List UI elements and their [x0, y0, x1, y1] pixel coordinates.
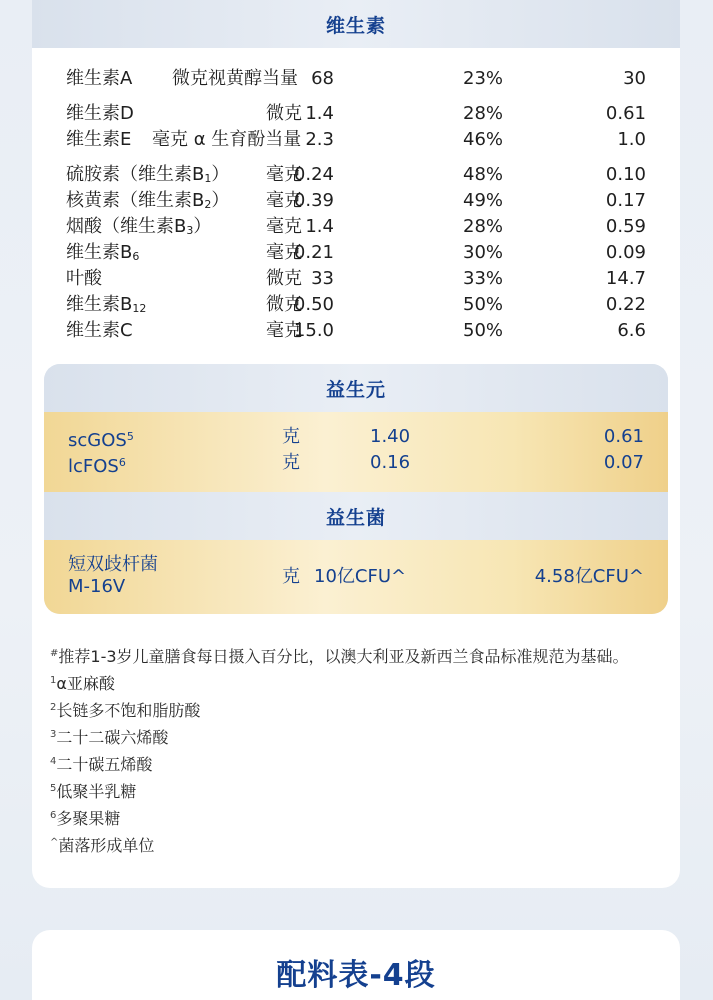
nutrient-unit: 微克	[266, 268, 302, 289]
prebiotics-header: 益生元	[44, 364, 668, 412]
nutrient-value-per-100: 0.09	[605, 242, 646, 263]
vitamin-row	[66, 127, 646, 153]
prebiotic-name: lcFOS$^6$	[68, 456, 126, 477]
probiotic-value: 10亿CFU^	[314, 566, 407, 587]
nutrient-value: 0.50	[293, 294, 334, 315]
vitamin-row	[66, 240, 646, 266]
vitamins-header: 维生素	[32, 0, 680, 48]
footnote: $^4$二十碳五烯酸	[50, 755, 153, 774]
prebiotic-name: scGOS$^5$	[68, 430, 134, 451]
nutrient-percent: 48%	[463, 164, 504, 185]
nutrient-percent: 28%	[463, 103, 504, 124]
nutrient-percent: 33%	[463, 268, 504, 289]
nutrient-name: 维生素C	[66, 320, 133, 341]
probiotic-unit: 克	[282, 566, 300, 587]
nutrient-value-per-100: 0.59	[605, 216, 646, 237]
nutrient-name: 叶酸	[66, 268, 102, 289]
nutrient-name: 核黄素（维生素B2）	[66, 190, 230, 211]
pre-probiotic-panel	[44, 364, 668, 614]
nutrient-value-per-100: 0.17	[605, 190, 646, 211]
footnote: #推荐1-3岁儿童膳食每日摄入百分比，以澳大利亚及新西兰食品标准规范为基础。	[50, 647, 629, 666]
nutrient-value: 2.3	[305, 129, 334, 150]
probiotics-rows	[44, 540, 668, 614]
nutrient-name: 硫胺素（维生素B1）	[66, 164, 230, 185]
nutrient-percent: 23%	[463, 68, 504, 89]
nutrient-value-per-100: 1.0	[617, 129, 646, 150]
nutrient-name: 维生素A	[66, 68, 133, 89]
prebiotics-rows	[44, 412, 668, 492]
nutrient-percent: 49%	[463, 190, 504, 211]
nutrient-name: 维生素B12	[66, 294, 147, 315]
nutrient-value: 0.39	[293, 190, 334, 211]
ingredients-card	[32, 930, 680, 1000]
footnote: $^6$多聚果糖	[50, 809, 121, 828]
nutrient-unit: 微克	[266, 103, 302, 124]
prebiotic-value-per-100: 0.07	[603, 452, 644, 473]
prebiotic-row	[68, 424, 644, 450]
footnotes	[50, 640, 629, 856]
probiotics-header: 益生菌	[44, 492, 668, 540]
vitamin-row	[66, 318, 646, 344]
footnote: $^1$α亚麻酸	[50, 674, 115, 693]
nutrient-unit: 毫克	[266, 242, 302, 263]
nutrient-value: 0.24	[293, 164, 334, 185]
nutrient-value: 33	[311, 268, 334, 289]
nutrient-name: 维生素B6	[66, 242, 140, 263]
prebiotic-value-per-100: 0.61	[603, 426, 644, 447]
nutrient-unit: 微克	[266, 294, 302, 315]
nutrient-percent: 50%	[463, 320, 504, 341]
ingredients-title: 配料表-4段	[276, 958, 436, 993]
prebiotic-value: 1.40	[370, 426, 411, 447]
nutrient-name: 烟酸（维生素B3）	[66, 216, 212, 237]
footnote: ^菌落形成单位	[50, 836, 155, 855]
nutrient-value-per-100: 14.7	[605, 268, 646, 289]
prebiotic-value: 0.16	[370, 452, 411, 473]
vitamin-row	[66, 162, 646, 188]
nutrient-unit: 微克视黄醇当量	[172, 68, 298, 89]
footnote: $^5$低聚半乳糖	[50, 782, 137, 801]
nutrient-unit: 毫克	[266, 216, 302, 237]
nutrient-name: 维生素E	[66, 129, 132, 150]
nutrient-percent: 46%	[463, 129, 504, 150]
nutrient-unit: 毫克	[266, 320, 302, 341]
nutrient-value: 0.21	[293, 242, 334, 263]
nutrient-value: 15.0	[293, 320, 334, 341]
nutrient-value: 68	[311, 68, 334, 89]
nutrient-value-per-100: 0.61	[605, 103, 646, 124]
nutrient-value-per-100: 0.10	[605, 164, 646, 185]
probiotic-name: 短双歧杆菌 M-16V	[68, 554, 158, 597]
vitamin-row	[66, 266, 646, 292]
nutrient-percent: 28%	[463, 216, 504, 237]
nutrient-value-per-100: 6.6	[617, 320, 646, 341]
nutrient-name: 维生素D	[66, 103, 134, 124]
vitamin-row	[66, 292, 646, 318]
vitamin-row	[66, 101, 646, 127]
nutrient-unit: 毫克	[266, 190, 302, 211]
nutrient-percent: 30%	[463, 242, 504, 263]
nutrient-value-per-100: 0.22	[605, 294, 646, 315]
nutrient-value: 1.4	[305, 216, 334, 237]
footnote: $^3$二十二碳六烯酸	[50, 728, 169, 747]
nutrient-value-per-100: 30	[623, 68, 646, 89]
nutrient-percent: 50%	[463, 294, 504, 315]
probiotic-value-per-100: 4.58亿CFU^	[534, 566, 644, 587]
nutrient-unit: 毫克 α 生育酚当量	[152, 129, 302, 150]
prebiotic-row	[68, 450, 644, 476]
probiotic-row	[68, 554, 644, 598]
vitamin-row	[66, 214, 646, 240]
nutrient-unit: 毫克	[266, 164, 302, 185]
vitamin-row	[66, 188, 646, 214]
prebiotic-unit: 克	[282, 452, 300, 473]
footnote: $^2$长链多不饱和脂肪酸	[50, 701, 201, 720]
nutrient-value: 1.4	[305, 103, 334, 124]
vitamin-row	[66, 66, 646, 92]
prebiotic-unit: 克	[282, 426, 300, 447]
